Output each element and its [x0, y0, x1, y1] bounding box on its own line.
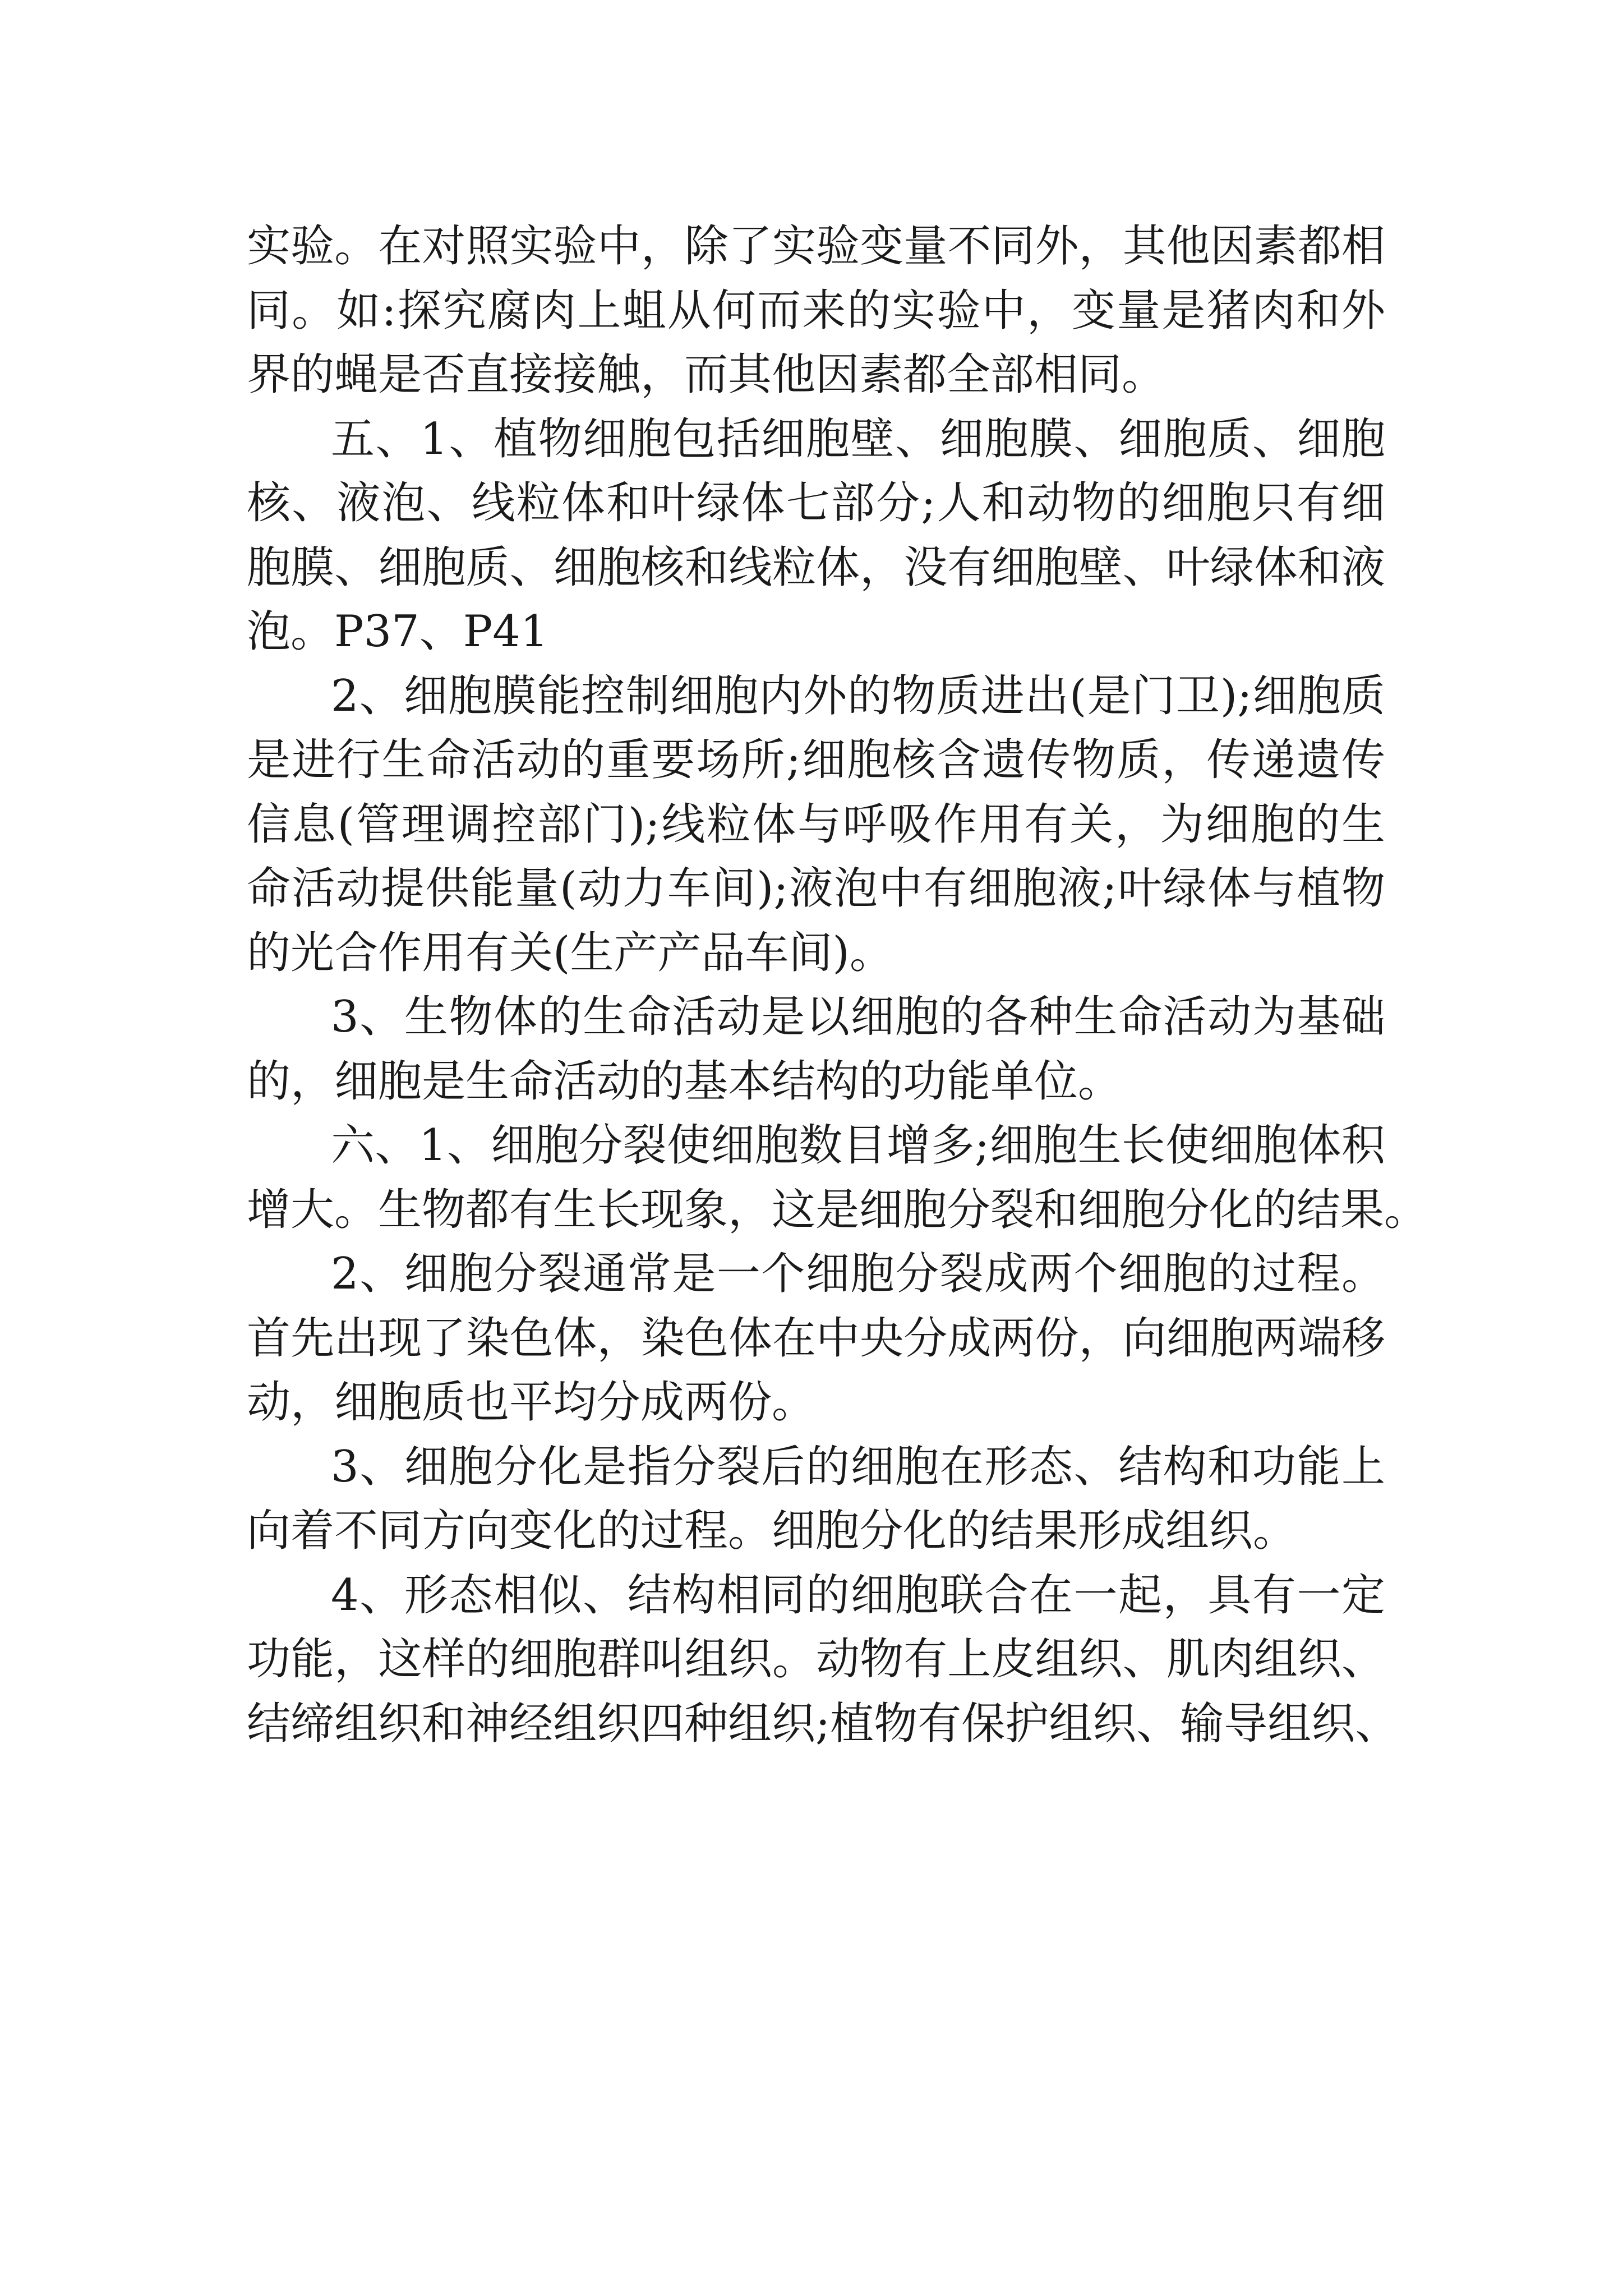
text-line: 3、生物体的生命活动是以细胞的各种生命活动为基础	[331, 992, 1385, 1042]
text-line: 的光合作用有关(生产产品车间)。	[247, 927, 893, 978]
text-line: 3、细胞分化是指分裂后的细胞在形态、结构和功能上	[331, 1441, 1385, 1492]
text-line: 界的蝇是否直接接触，而其他因素都全部相同。	[247, 349, 1166, 400]
text-line: 同。如:探究腐肉上蛆从何而来的实验中，变量是猪肉和外	[247, 285, 1385, 336]
text-line: 首先出现了染色体，染色体在中央分成两份，向细胞两端移	[247, 1313, 1385, 1364]
document-body	[247, 214, 1428, 1756]
text-line: 向着不同方向变化的过程。细胞分化的结果形成组织。	[247, 1506, 1297, 1556]
text-line: 2、细胞膜能控制细胞内外的物质进出(是门卫);细胞质	[331, 670, 1385, 721]
text-line: 结缔组织和神经组织四种组织;植物有保护组织、输导组织、	[247, 1698, 1399, 1749]
text-line: 增大。生物都有生长现象，这是细胞分裂和细胞分化的结果。	[247, 1184, 1428, 1235]
text-line: 胞膜、细胞质、细胞核和线粒体，没有细胞壁、叶绿体和液	[247, 542, 1385, 593]
text-line: 是进行生命活动的重要场所;细胞核含遗传物质，传递遗传	[247, 735, 1385, 785]
text-line: 六、1、细胞分裂使细胞数目增多;细胞生长使细胞体积	[331, 1120, 1385, 1171]
text-line: 泡。P37、P41	[247, 606, 548, 657]
text-line: 4、形态相似、结构相同的细胞联合在一起，具有一定	[331, 1570, 1385, 1621]
text-line: 核、液泡、线粒体和叶绿体七部分;人和动物的细胞只有细	[247, 478, 1385, 528]
text-line: 五、1、植物细胞包括细胞壁、细胞膜、细胞质、细胞	[331, 413, 1385, 464]
text-line: 实验。在对照实验中，除了实验变量不同外，其他因素都相	[247, 221, 1385, 272]
text-line: 命活动提供能量(动力车间);液泡中有细胞液;叶绿体与植物	[247, 863, 1385, 914]
text-line: 信息(管理调控部门);线粒体与呼吸作用有关，为细胞的生	[247, 799, 1385, 850]
text-line: 功能，这样的细胞群叫组织。动物有上皮组织、肌肉组织、	[247, 1634, 1385, 1685]
text-line: 动，细胞质也平均分成两份。	[247, 1377, 816, 1428]
text-line: 2、细胞分裂通常是一个细胞分裂成两个细胞的过程。	[331, 1249, 1385, 1299]
text-line: 的，细胞是生命活动的基本结构的功能单位。	[247, 1056, 1122, 1107]
